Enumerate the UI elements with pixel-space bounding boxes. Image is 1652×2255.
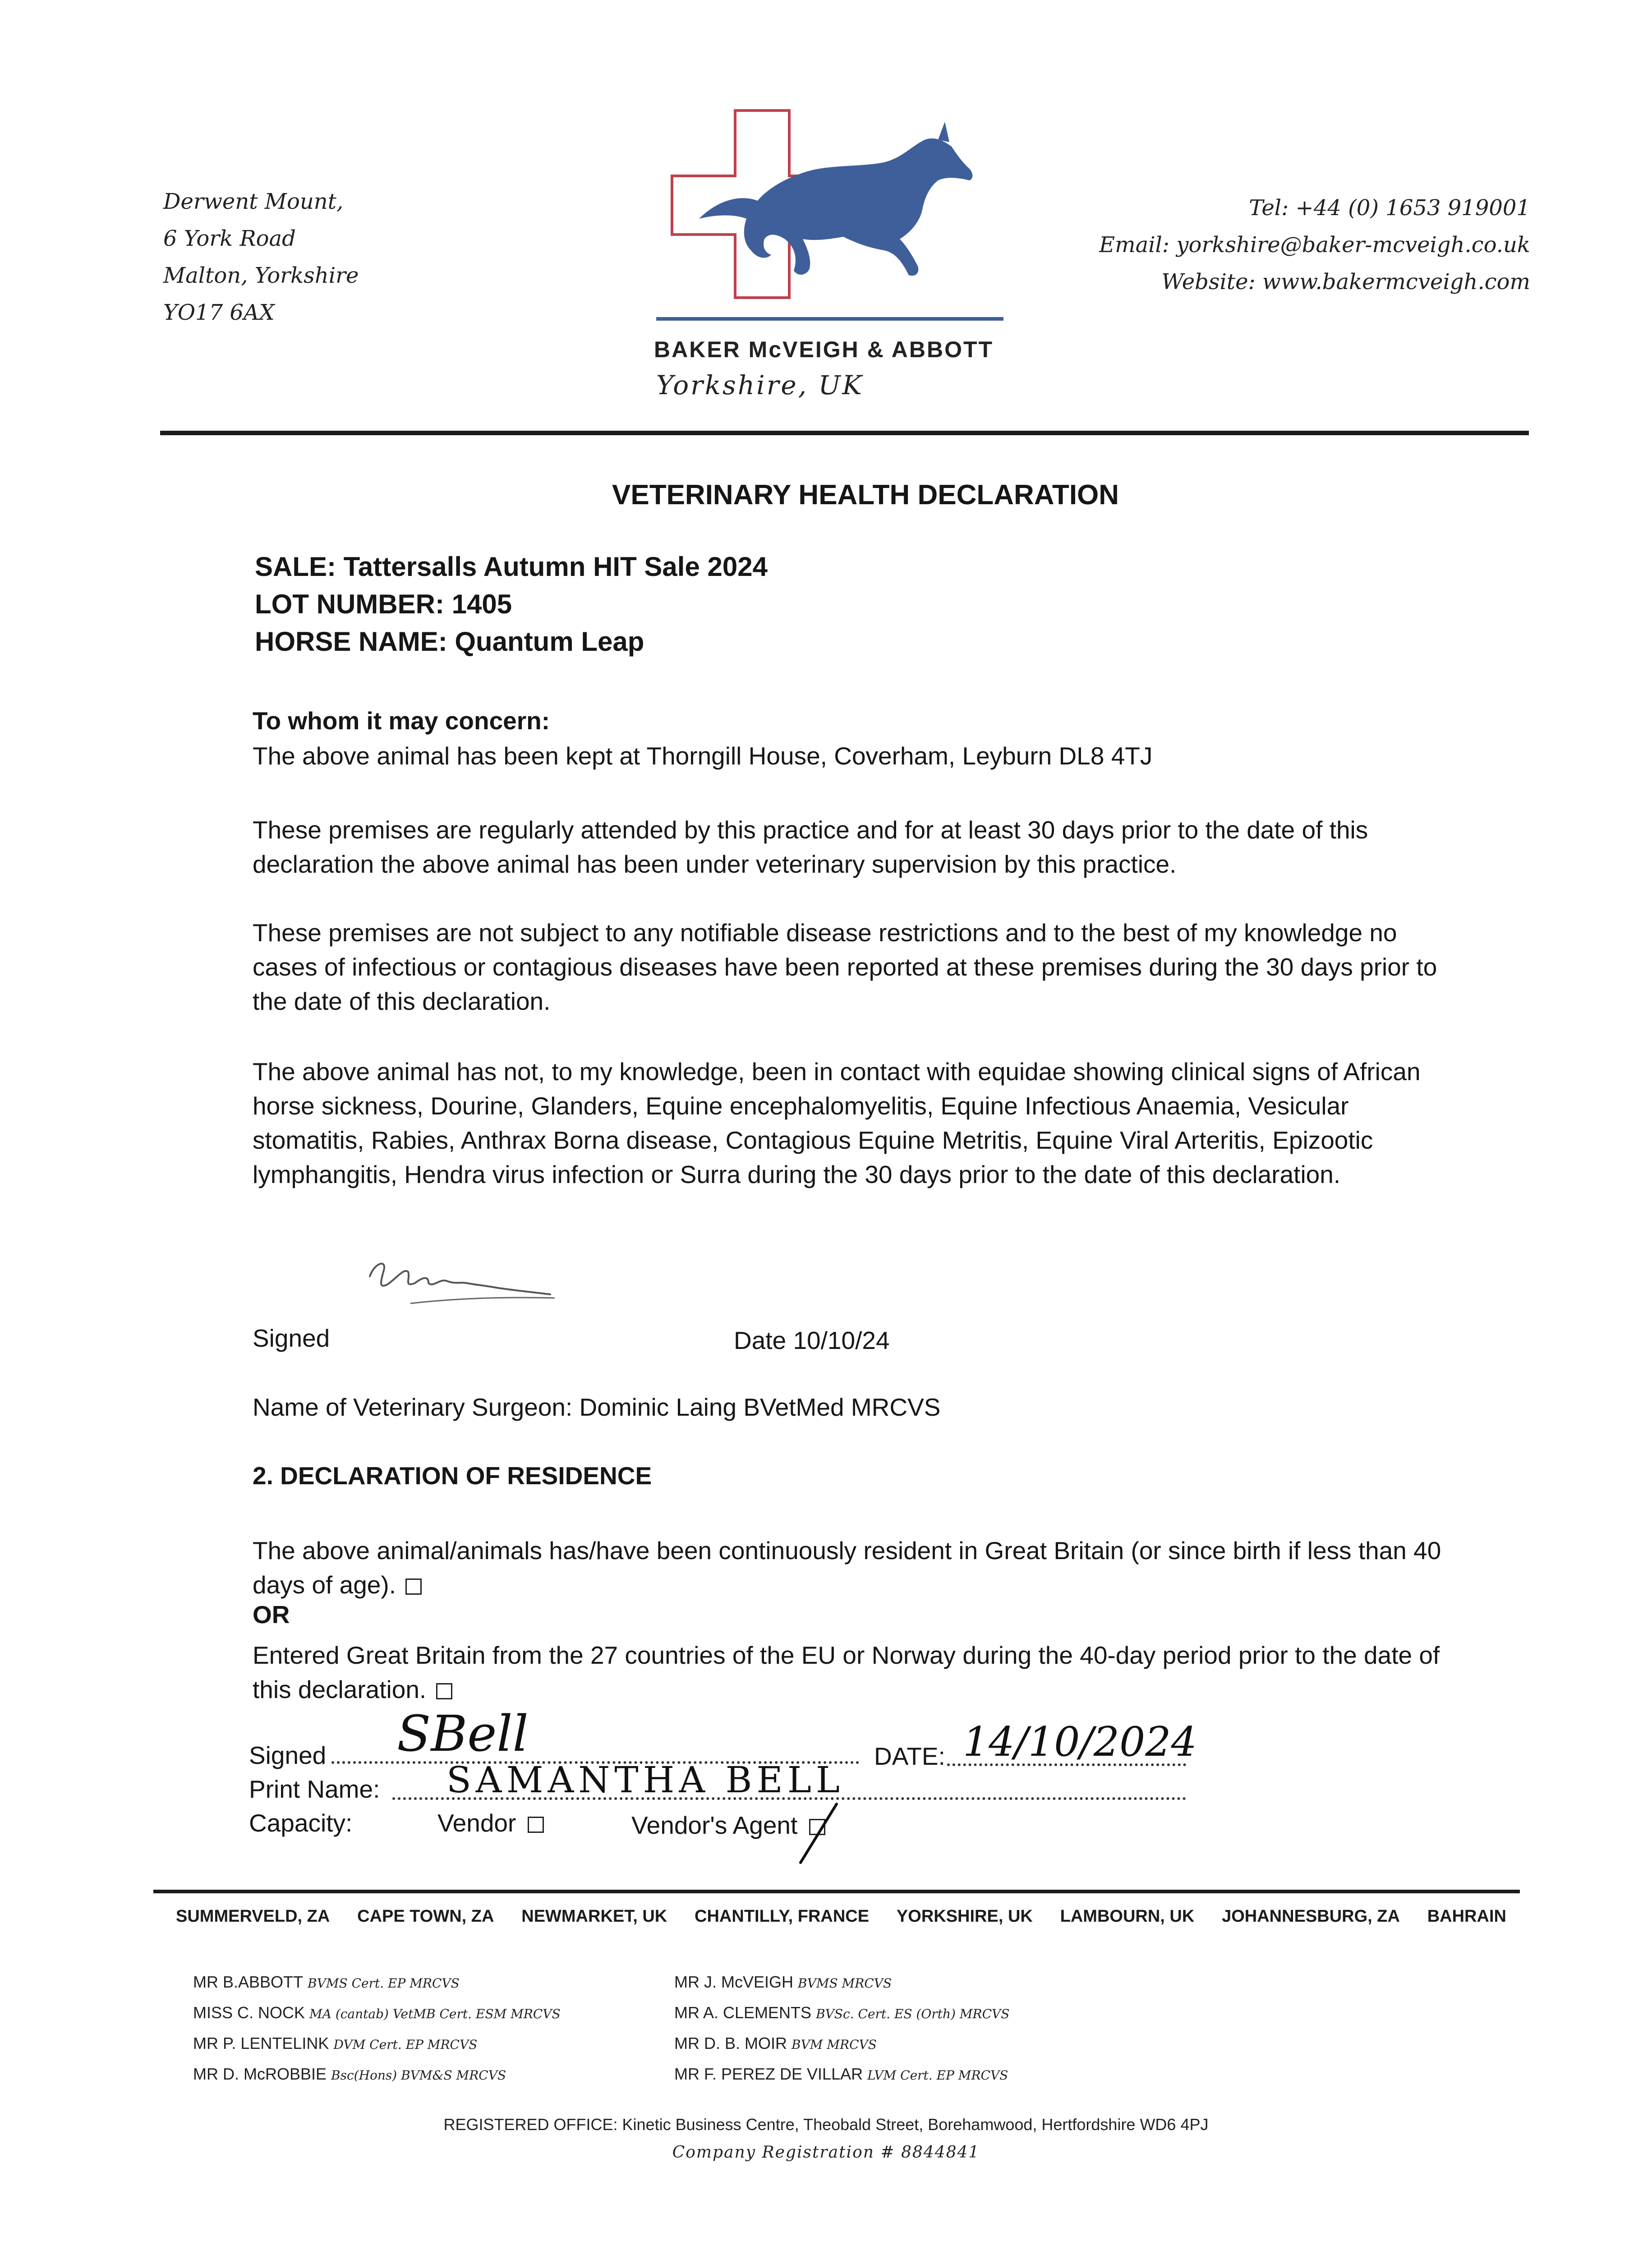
print-name-value: SAMANTHA BELL [446,1759,845,1801]
partner-entry [674,1998,1009,2029]
partner-entry [193,2059,561,2090]
residence-option-2-text: Entered Great Britain from the 27 countries of the EU or Norway during the 40-day period prior to the date of this declaration. [253,1641,1440,1703]
sale-line: SALE: Tattersalls Autumn HIT Sale 2024 [255,552,768,582]
partner-qualifications: BVMS MRCVS [798,1976,892,1991]
logo-underline [656,317,1003,321]
partner-qualifications: MA (cantab) VetMB Cert. ESM MRCVS [309,2006,561,2021]
partner-qualifications: BVSc. Cert. ES (Orth) MRCVS [816,2006,1010,2021]
partner-qualifications: LVM Cert. EP MRCVS [867,2068,1008,2083]
horse-silhouette [699,138,972,276]
disease-restrictions-paragraph: These premises are not subject to any notifiable disease restrictions and to the best of my knowledge no cases of infectious or contagious diseases have been reported at these premises during the 30 days prior to the date of this declaration. [253,919,1437,1015]
partner-name: MISS C. NOCK [193,2003,305,2022]
address-line: 6 York Road [163,226,296,251]
office-location: JOHANNESBURG, ZA [1222,1907,1400,1926]
footer-divider [153,1890,1520,1893]
partner-entry [674,1967,1009,1998]
vet-name: Name of Veterinary Surgeon: Dominic Laing BVetMed MRCVS [253,1393,941,1421]
office-location: SUMMERVELD, ZA [176,1907,330,1926]
residence-date-label: DATE: [874,1742,945,1770]
partners-right-column [674,1967,1009,2090]
partner-name: MR B.ABBOTT [193,1973,304,1991]
vendor-agent-tick-mark [794,1799,843,1867]
office-location: NEWMARKET, UK [521,1907,667,1926]
office-locations [176,1907,1506,1926]
partner-name: MR J. McVEIGH [674,1973,794,1991]
office-location: CAPE TOWN, ZA [357,1907,494,1926]
residence-option-1-text: The above animal/animals has/have been continuously resident in Great Britain (or since birth if less than 40 days of age). [253,1537,1441,1599]
print-name-label: Print Name: [249,1775,380,1803]
lot-number-line: LOT NUMBER: 1405 [255,589,512,619]
partner-name: MR A. CLEMENTS [674,2003,812,2022]
capacity-label: Capacity: [249,1809,353,1837]
partner-entry [674,2059,1009,2090]
address-line: Derwent Mount, [163,189,344,214]
supervision-paragraph: These premises are regularly attended by this practice and for at least 30 days prior to the date of this declaration the above animal has been under veterinary supervision by this practice. [253,816,1368,878]
contact-diseases-paragraph: The above animal has not, to my knowledge, been in contact with equidae showing clinical signs of African horse sickness, Dourine, Glanders, Equine encephalomyelitis, Equine Infectious Anaemia, Vesicular stomatitis, Rabies, Anthrax Borna disease, Contagious Equine Metritis, Equine Viral Arteritis, Epizootic lymphangitis, Hendra virus infection or Surra during the 30 days prior to the date of this declaration. [253,1058,1421,1188]
vendor-option [437,1809,544,1837]
partners-left-column [193,1967,561,2090]
partner-entry [193,2029,561,2059]
option-2-checkbox[interactable] [436,1683,452,1699]
office-location: CHANTILLY, FRANCE [695,1907,870,1926]
vendor-checkbox[interactable] [528,1817,544,1833]
company-logo [649,104,1010,329]
registered-office: REGISTERED OFFICE: Kinetic Business Centre, Theobald Street, Borehamwood, Hertfordshire WD6 4PJ [443,2115,1209,2134]
partner-qualifications: BVMS Cert. EP MRCVS [308,1976,460,1991]
partner-name: MR D. McROBBIE [193,2065,327,2083]
vendor-signature: SBell [397,1705,529,1763]
residence-option-1 [253,1533,1443,1602]
vendor-agent-label: Vendor's Agent [631,1811,798,1839]
address-line: Malton, Yorkshire [163,263,359,288]
brand-name: BAKER McVEIGH & ABBOTT [654,337,994,362]
header-divider [160,431,1529,435]
salutation: To whom it may concern: [253,707,550,735]
address-block [163,183,359,331]
or-label: OR [253,1601,290,1629]
partner-entry [674,2029,1009,2059]
partner-qualifications: Bsc(Hons) BVM&S MRCVS [331,2068,506,2083]
website-link[interactable]: Website: www.bakermcveigh.com [1161,269,1530,295]
premises-statement: The above animal has been kept at Thorngill House, Coverham, Leyburn DL8 4TJ [253,742,1153,770]
email-link[interactable]: Email: yorkshire@baker-mcveigh.co.uk [1099,232,1530,258]
residence-option-2 [253,1638,1443,1707]
contact-block [1099,189,1530,300]
option-1-checkbox[interactable] [405,1578,422,1595]
telephone: Tel: +44 (0) 1653 919001 [1249,195,1530,221]
horse-ear [938,122,949,142]
date-line [947,1763,1186,1766]
brand-location: Yorkshire, UK [656,370,864,400]
residence-date-value: 14/10/2024 [963,1718,1197,1766]
address-line: YO17 6AX [163,300,275,325]
partner-qualifications: DVM Cert. EP MRCVS [333,2037,478,2052]
residence-heading: 2. DECLARATION OF RESIDENCE [253,1462,652,1490]
office-location: YORKSHIRE, UK [896,1907,1033,1926]
vet-signed-label: Signed [253,1324,330,1352]
document-title: VETERINARY HEALTH DECLARATION [612,479,1119,511]
partner-qualifications: BVM MRCVS [791,2037,877,2052]
partner-name: MR F. PEREZ DE VILLAR [674,2065,863,2083]
company-registration: Company Registration # 8844841 [672,2143,980,2162]
office-location: LAMBOURN, UK [1060,1907,1195,1926]
partner-entry [193,1998,561,2029]
partner-name: MR P. LENTELINK [193,2034,329,2053]
residence-signed-label: Signed [249,1741,327,1769]
vet-date: Date 10/10/24 [734,1326,890,1354]
vet-signature [361,1245,577,1317]
office-location: BAHRAIN [1427,1907,1506,1926]
vendor-label: Vendor [437,1809,516,1837]
partner-name: MR D. B. MOIR [674,2034,787,2053]
partner-entry [193,1967,561,1998]
horse-name-line: HORSE NAME: Quantum Leap [255,626,644,657]
